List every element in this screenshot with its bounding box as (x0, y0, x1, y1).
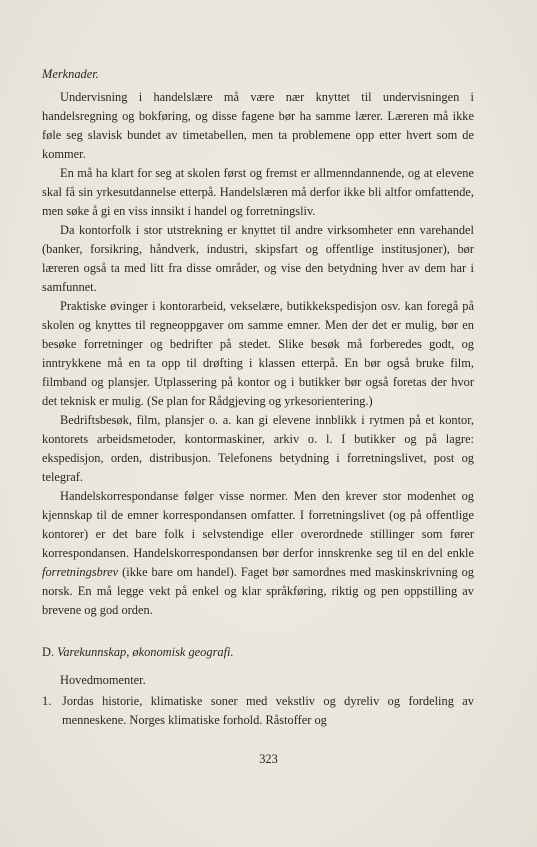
paragraph-6-text-start: Handelskorrespondanse følger visse normer. Men den krever stor modenhet og kjennskap til de emner korrespondansen omfatter. I forretningslivet (og på offentlige kontorer) er det bare folk i selvstendige eller overordnede stillinger som fører korrespondansen. Handelskorrespondansen bør derfor innskrenke seg til en del enkle (42, 489, 474, 560)
page-number: 323 (259, 752, 278, 766)
notes-heading: Merknader. (42, 67, 99, 81)
subheading: Hovedmomenter. (60, 673, 146, 687)
list-item-number: 1. (42, 694, 52, 708)
paragraph-6-emphasis: forretningsbrev (42, 565, 119, 579)
section-title: Varekunnskap, økonomisk geografi. (57, 645, 234, 659)
paragraph-1: Undervisning i handelslære må være nær knyttet til undervisningen i handelsregning og bokføring, og disse fagene bør ha samme lærer. Læreren må ikke føle seg slavisk bundet av timetabellen, men ta problemene opp etter hvert som de kommer. (42, 90, 474, 161)
text-column (42, 65, 474, 730)
paragraph-2: En må ha klart for seg at skolen først og fremst er allmenndannende, og at elevene skal få sin yrkesutdannelse etterpå. Handelslæren må derfor ikke bli altfor omfattende, men søke å gi en viss innsikt i handel og forretningsliv. (42, 166, 474, 218)
paragraph-4: Praktiske øvinger i kontorarbeid, vekselære, butikkekspedisjon osv. kan foregå på skolen og knyttes til regneoppgaver om samme emner. Men der det er mulig, bør en besøke forretninger og bedrifter på stedet. Slike besøk må forberedes godt, og inntrykkene må en ta opp til drøfting i klassen etterpå. En bør også bruke film, filmband og plansjer. Utplassering på kontor og i butikker bør også foretas der hvor det teknisk er mulig. (Se plan for Rådgjeving og yrkesorientering.) (42, 299, 474, 408)
paragraph-6 (42, 487, 474, 620)
section-letter: D. (42, 645, 55, 659)
paragraph-3: Da kontorfolk i stor utstrekning er knyttet til andre virksomheter enn varehandel (banker, forsikring, håndverk, industri, skipsfart og offentlige institusjoner), bør læreren også ta med litt fra disse områder, og vise den betydning hver av dem har i samfunnet. (42, 223, 474, 294)
paragraph-5: Bedriftsbesøk, film, plansjer o. a. kan gi elevene innblikk i rytmen på et kontor, kontorets arbeidsmetoder, kontormaskiner, arkiv o. l. I butikker og på lagre: ekspedisjon, orden, distribusjon. Telefonens betydning i forretningslivet, post og telegraf. (42, 413, 474, 484)
section-heading (42, 643, 474, 662)
paragraph-6-text-end: (ikke bare om handel). Faget bør samordnes med maskinskrivning og norsk. En må legge vekt på enkel og klar språkføring, riktig og pen oppstilling av brevene og god orden. (42, 565, 474, 617)
list-item-text: Jordas historie, klimatiske soner med vekstliv og dyreliv og fordeling av menneskene. Norges klimatiske forhold. Råstoffer og (62, 694, 474, 727)
list-item (42, 692, 474, 730)
